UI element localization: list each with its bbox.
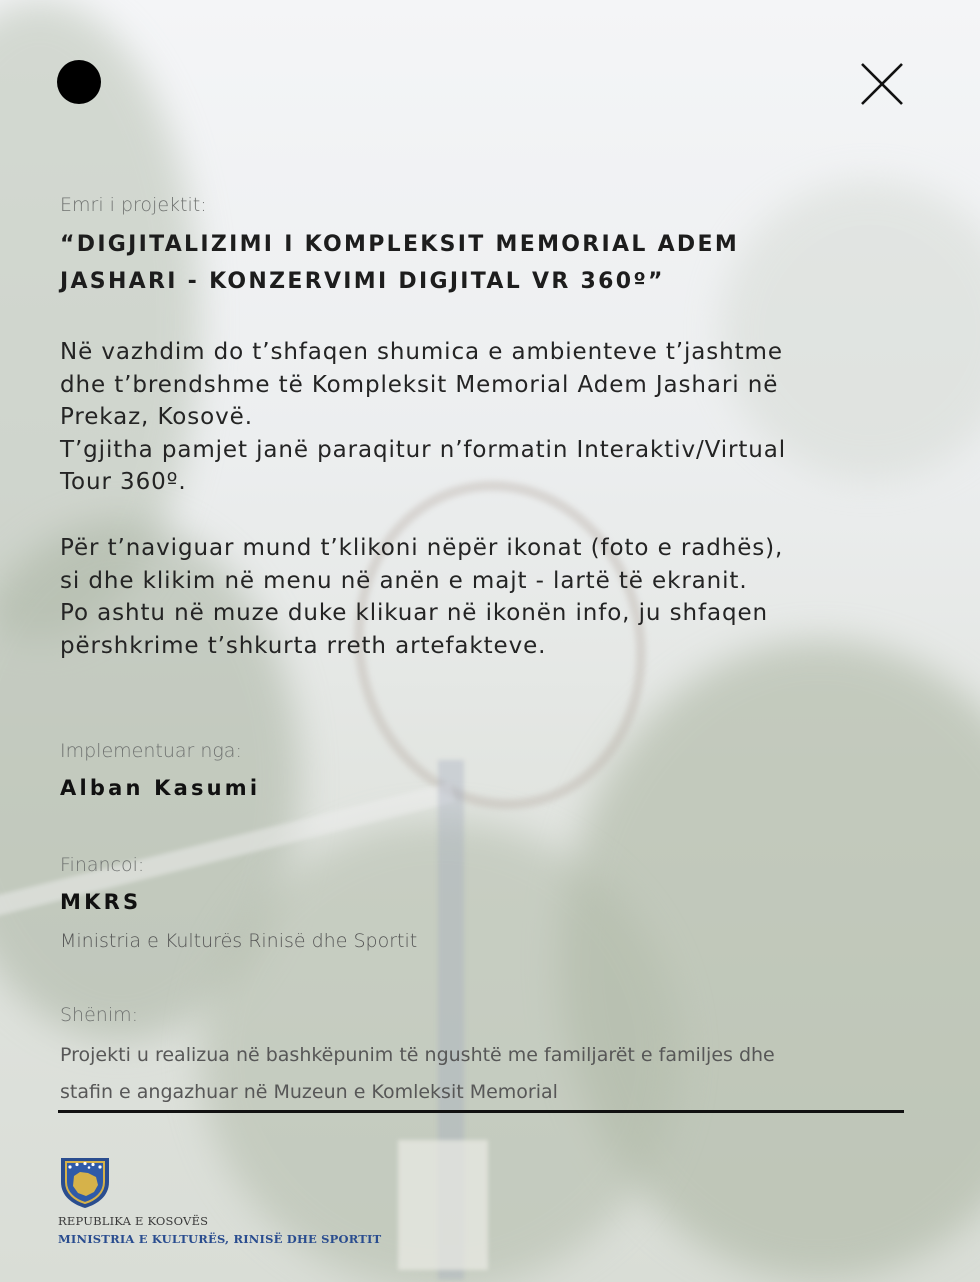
note-label: Shënim: — [60, 1004, 139, 1026]
close-icon[interactable] — [858, 60, 906, 108]
implemented-label: Implementuar nga: — [60, 740, 242, 762]
kosovo-emblem-icon — [58, 1152, 112, 1214]
project-title: “DIGJITALIZIMI I KOMPLEKSIT MEMORIAL ADEM JASHARI - KONZERVIMI DIGJITAL VR 360º” — [60, 232, 740, 294]
description-paragraph-2: Për t’naviguar mund t’klikoni nëpër ikonat (foto e radhës), si dhe klikim në menu në anën e majt - lartë të ekranit. Po ashtu në muze duke klikuar në ikonën info, ju shfaqen përshkrime t’shkurta rreth artefakteve. — [60, 535, 784, 659]
footer-republic: REPUBLIKA E KOSOVËS — [58, 1214, 209, 1228]
implemented-by: Alban Kasumi — [60, 776, 261, 800]
dot-icon — [57, 60, 101, 104]
project-name-label: Emri i projektit: — [60, 194, 207, 216]
description-paragraph-1: Në vazhdim do t’shfaqen shumica e ambienteve t’jashtme dhe t’brendshme të Kompleksit Memorial Adem Jashari në Prekaz, Kosovë. T’gjitha pamjet janë paraqitur n’formatin Interaktiv/Virtual Tour 360º. — [60, 339, 787, 495]
funder-full-name: Ministria e Kulturës Rinisë dhe Sportit — [60, 930, 418, 952]
note-text: Projekti u realizua në bashkëpunim të ngushtë me familjarët e familjes dhe stafin e angazhuar në Muzeun e Komleksit Memorial — [60, 1044, 775, 1103]
divider — [58, 1110, 904, 1113]
footer-ministry: MINISTRIA E KULTURËS, RINISË DHE SPORTIT — [58, 1232, 382, 1246]
funded-label: Financoi: — [60, 854, 145, 876]
funder-acronym: MKRS — [60, 890, 142, 914]
